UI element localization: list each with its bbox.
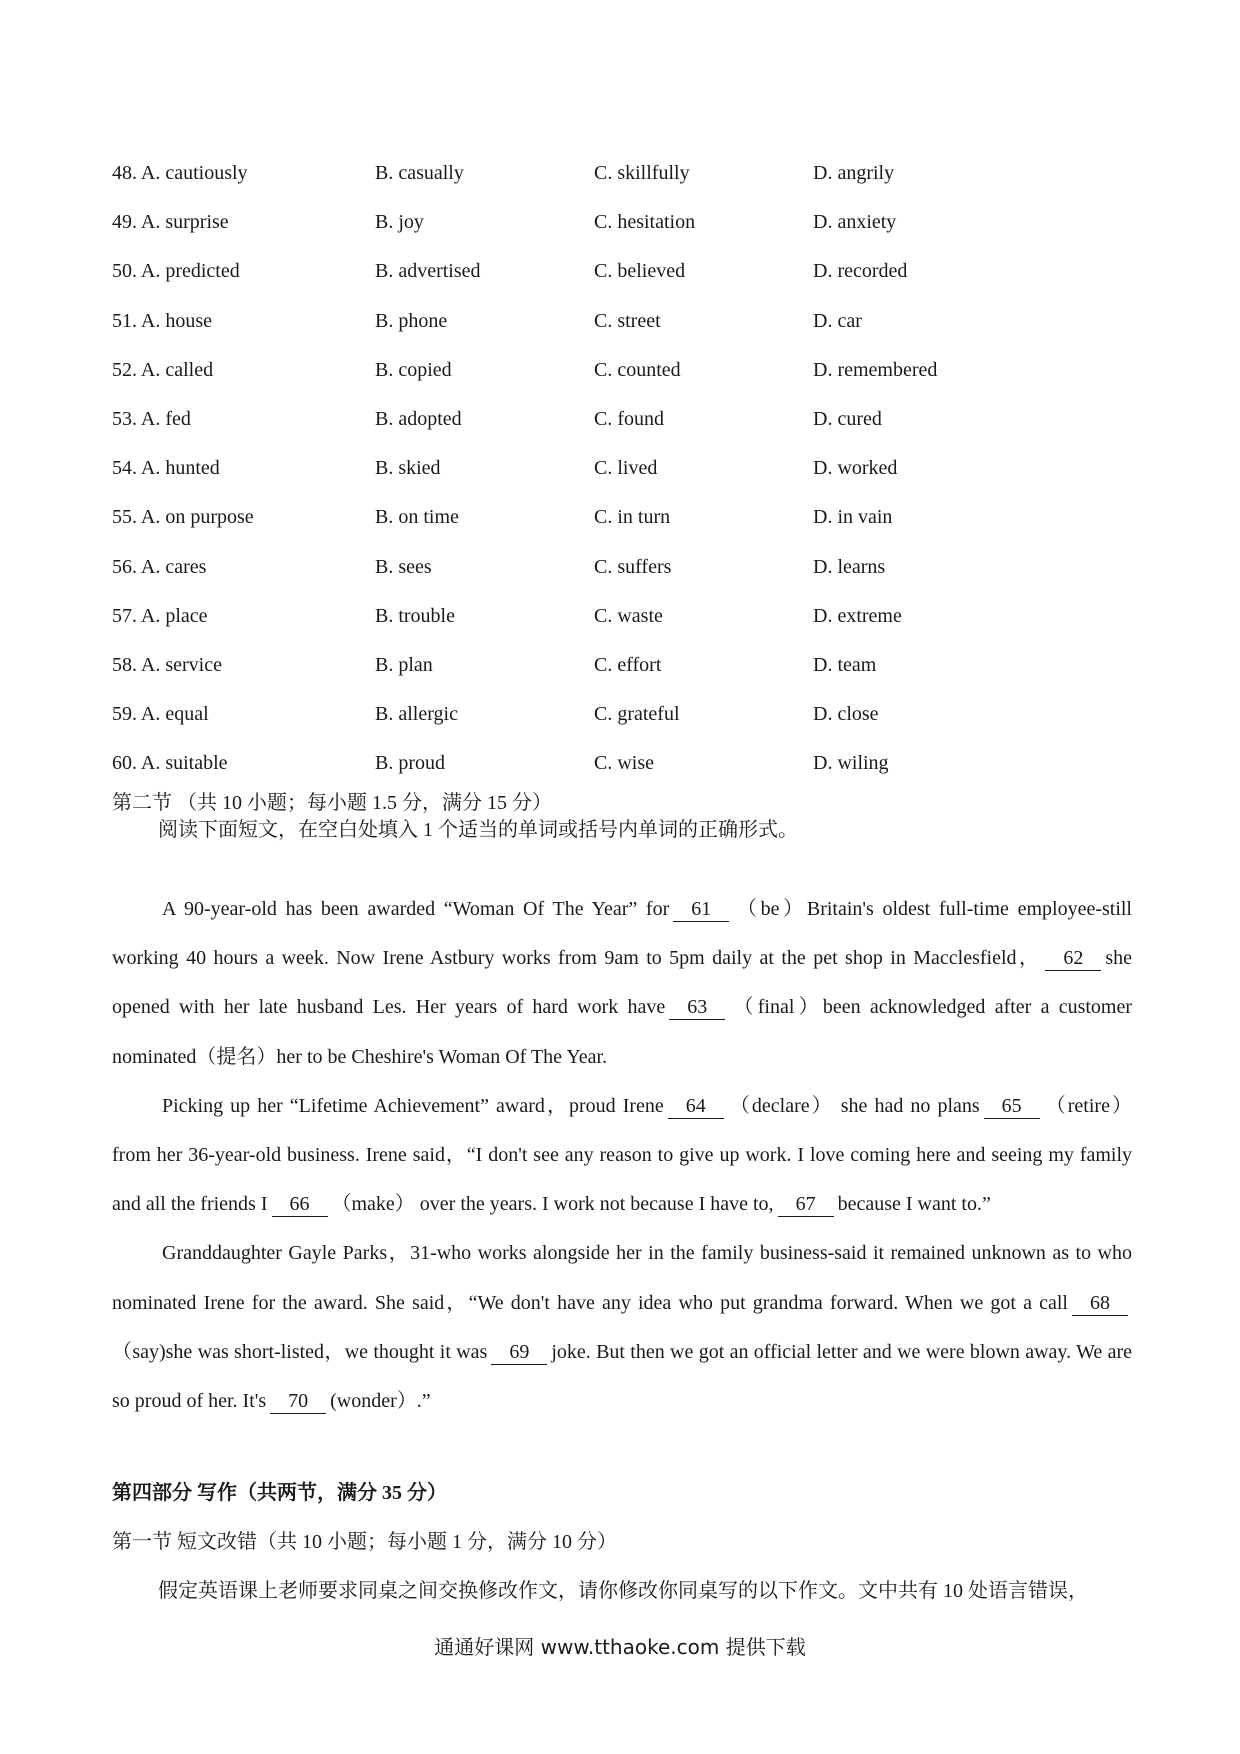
option-d: D. worked: [813, 457, 898, 480]
option-a: 53. A. fed: [112, 407, 191, 430]
text: Picking up her “Lifetime Achievement” award，proud Irene: [162, 1094, 664, 1117]
text: Granddaughter Gayle Parks，31-who works alongside her in the family business-said it remained unknown as to who nominated Irene for the award. She said，“We don't have any idea who put grandma forward. When we got a call: [112, 1242, 1132, 1314]
option-d: D. team: [813, 653, 877, 676]
option-b: B. allergic: [375, 703, 458, 726]
option-d: D. recorded: [813, 260, 908, 283]
option-c: C. skillfully: [594, 162, 690, 184]
option-d: D. learns: [813, 555, 886, 578]
option-a: 48. A. cautiously: [112, 162, 248, 184]
option-d: D. remembered: [813, 358, 938, 381]
option-d: D. car: [813, 309, 862, 332]
text: （final）been acknowledged after a customer nominated（提名）her to be Cheshire's Woman Of The Year.: [112, 996, 1133, 1068]
text: （make） over the years. I work not because I have to,: [331, 1193, 774, 1216]
option-b: B. adopted: [375, 407, 462, 430]
option-a: 49. A. surprise: [112, 211, 229, 234]
option-b: B. proud: [375, 752, 445, 775]
blank-67: 67: [778, 1192, 834, 1217]
option-d: D. close: [813, 703, 879, 726]
option-c: C. lived: [594, 457, 658, 480]
option-a: 57. A. place: [112, 604, 208, 627]
option-d: D. in vain: [813, 506, 893, 529]
question-row: [112, 205, 1132, 254]
blank-69: 69: [491, 1340, 547, 1365]
option-a: 60. A. suitable: [112, 752, 228, 775]
blank-66: 66: [272, 1192, 328, 1217]
text: A 90-year-old has been awarded “Woman Of The Year” for: [162, 898, 670, 920]
footer-watermark: 通通好课网 www.tthaoke.com 提供下载: [434, 1635, 806, 1659]
option-a: 58. A. service: [112, 653, 222, 676]
question-row: [112, 648, 1132, 697]
text: joke. But then we got an official letter and we were blown away. We are so proud of her. It's: [112, 1340, 1132, 1413]
option-c: C. waste: [594, 604, 663, 627]
option-list: [112, 156, 1132, 795]
option-b: B. copied: [375, 358, 452, 381]
blank-61: 61: [673, 897, 729, 922]
option-d: D. angrily: [813, 162, 895, 184]
option-b: B. phone: [375, 309, 448, 332]
blank-65: 65: [984, 1094, 1040, 1119]
blank-62: 62: [1045, 946, 1101, 971]
part4-heading: 第四部分 写作（共两节，满分 35 分）: [112, 1482, 447, 1504]
question-row: [112, 402, 1132, 451]
instruction-text: 阅读下面短文，在空白处填入 1 个适当的单词或括号内单词的正确形式。: [158, 819, 798, 841]
question-row: [112, 697, 1132, 746]
option-d: D. extreme: [813, 604, 902, 627]
option-c: C. grateful: [594, 703, 680, 726]
option-c: C. believed: [594, 260, 686, 283]
option-c: C. counted: [594, 358, 681, 381]
option-b: B. trouble: [375, 604, 455, 627]
option-c: C. wise: [594, 752, 654, 775]
option-d: D. wiling: [813, 752, 889, 775]
section2-heading: 第二节 （共 10 小题；每小题 1.5 分，满分 15 分）: [112, 792, 552, 814]
option-b: B. skied: [375, 457, 441, 480]
text: because I want to.”: [837, 1193, 991, 1216]
option-c: C. found: [594, 407, 664, 430]
passage-paragraph-1: [112, 885, 1132, 1082]
question-row: [112, 451, 1132, 500]
option-c: C. hesitation: [594, 211, 696, 234]
text: she opened with her late husband Les. Her years of hard work have: [112, 947, 1132, 1019]
question-row: [112, 353, 1132, 402]
option-a: 59. A. equal: [112, 703, 209, 726]
option-b: B. casually: [375, 162, 464, 184]
passage: [112, 885, 1132, 1426]
question-row: [112, 500, 1132, 549]
text: （retire） from her 36-year-old business. Irene said，“I don't see any reason to give up work. I love coming here and seeing my family and all the friends I: [112, 1094, 1133, 1216]
option-a: 50. A. predicted: [112, 260, 240, 283]
text: （declare） she had no plans: [727, 1094, 980, 1117]
option-a: 55. A. on purpose: [112, 506, 254, 529]
option-b: B. joy: [375, 211, 424, 234]
option-d: D. cured: [813, 407, 882, 430]
option-b: B. advertised: [375, 260, 481, 283]
blank-68: 68: [1072, 1291, 1128, 1316]
option-d: D. anxiety: [813, 211, 897, 234]
text: (wonder）.”: [330, 1390, 431, 1413]
option-c: C. effort: [594, 653, 662, 676]
blank-64: 64: [668, 1094, 724, 1119]
option-b: B. plan: [375, 653, 433, 676]
question-row: [112, 304, 1132, 353]
text: （say)she was short-listed，we thought it was: [112, 1340, 488, 1363]
question-row: [112, 156, 1132, 205]
option-b: B. sees: [375, 555, 432, 578]
question-row: [112, 599, 1132, 648]
option-a: 52. A. called: [112, 358, 214, 381]
option-a: 51. A. house: [112, 309, 212, 332]
blank-70: 70: [270, 1389, 326, 1414]
text: （be）Britain's oldest full-time employee-still working 40 hours a week. Now Irene Astbury works from 9am to 5pm daily at the pet shop in Macclesfield，: [112, 898, 1132, 970]
passage-paragraph-3: [112, 1229, 1132, 1426]
blank-63: 63: [669, 995, 725, 1020]
option-a: 56. A. cares: [112, 555, 207, 578]
option-c: C. street: [594, 309, 661, 332]
last-instruction-line: 假定英语课上老师要求同桌之间交换修改作文，请你修改你同桌写的以下作文。文中共有 10 处语言错误，: [158, 1580, 1088, 1602]
question-row: [112, 254, 1132, 303]
option-c: C. in turn: [594, 506, 671, 529]
option-c: C. suffers: [594, 555, 672, 578]
option-a: 54. A. hunted: [112, 457, 220, 480]
question-row: [112, 550, 1132, 599]
section1-heading: 第一节 短文改错（共 10 小题；每小题 1 分，满分 10 分）: [112, 1531, 617, 1553]
passage-paragraph-2: [112, 1082, 1132, 1230]
option-b: B. on time: [375, 506, 459, 529]
